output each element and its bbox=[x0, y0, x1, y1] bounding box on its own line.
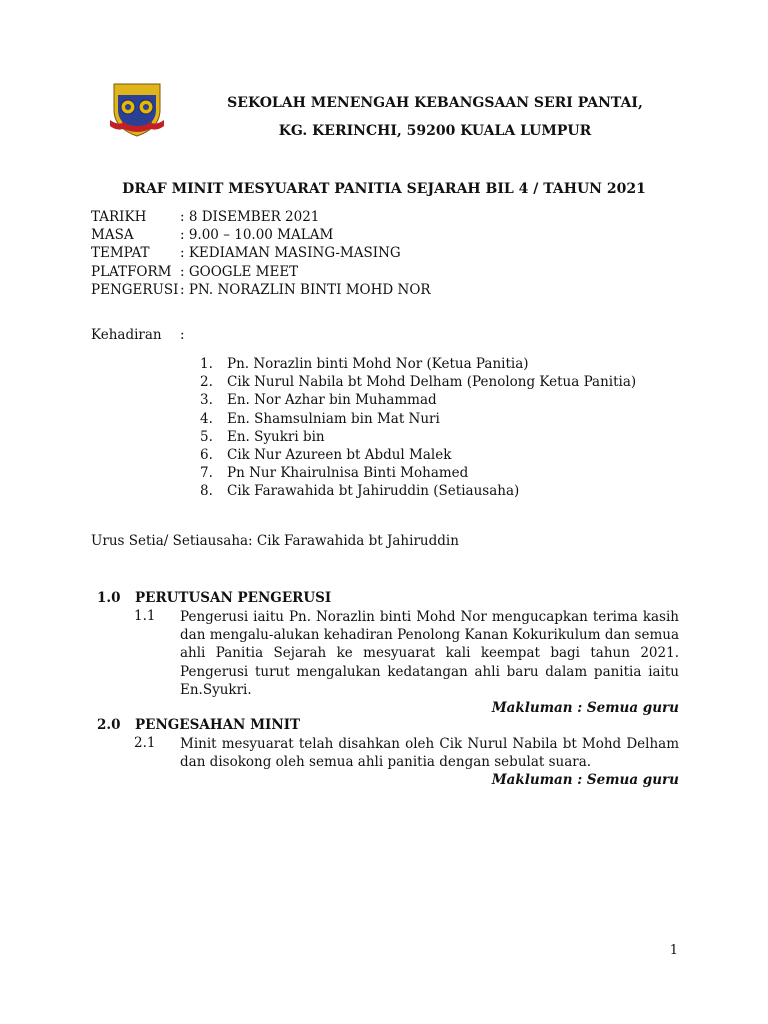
meta-label: PENGERUSI bbox=[91, 281, 179, 298]
section-title: PENGESAHAN MINIT bbox=[135, 717, 301, 733]
attendee-name: En. Syukri bin bbox=[227, 428, 325, 445]
list-number: 2. bbox=[200, 374, 213, 391]
school-name: SEKOLAH MENENGAH KEBANGSAAN SERI PANTAI, bbox=[227, 95, 643, 111]
section-title: PERUTUSAN PENGERUSI bbox=[135, 590, 332, 606]
meeting-details bbox=[91, 208, 431, 299]
attendance-label: Kehadiran bbox=[91, 327, 162, 343]
meta-label: MASA bbox=[91, 227, 134, 244]
list-number: 7. bbox=[200, 465, 213, 482]
list-number: 6. bbox=[200, 446, 213, 463]
school-crest-icon bbox=[108, 80, 166, 138]
meta-value: : PN. NORAZLIN BINTI MOHD NOR bbox=[180, 281, 431, 298]
item-number: 2.1 bbox=[134, 735, 156, 751]
section-number: 2.0 bbox=[97, 717, 121, 733]
attendee-name: Pn Nur Khairulnisa Binti Mohamed bbox=[227, 465, 469, 482]
attendee-name: Pn. Norazlin binti Mohd Nor (Ketua Panitia) bbox=[227, 356, 529, 372]
makluman-note: Makluman : Semua guru bbox=[491, 700, 679, 717]
list-number: 1. bbox=[200, 356, 213, 372]
section-heading bbox=[97, 590, 331, 606]
section-heading bbox=[97, 717, 300, 733]
attendance-separator: : bbox=[180, 327, 185, 343]
school-address: KG. KERINCHI, 59200 KUALA LUMPUR bbox=[278, 123, 592, 139]
list-item bbox=[200, 410, 636, 428]
list-number: 5. bbox=[200, 428, 213, 445]
list-item bbox=[200, 446, 636, 464]
list-number: 8. bbox=[200, 483, 213, 500]
list-item bbox=[200, 482, 636, 500]
meta-label: TARIKH bbox=[91, 209, 147, 225]
meta-label: PLATFORM bbox=[91, 263, 172, 280]
meta-value: : KEDIAMAN MASING-MASING bbox=[180, 245, 401, 262]
section-item bbox=[134, 608, 679, 717]
meta-row bbox=[91, 226, 431, 244]
attendee-name: En. Nor Azhar bin Muhammad bbox=[227, 392, 437, 409]
attendance-list bbox=[200, 355, 636, 501]
list-number: 4. bbox=[200, 410, 213, 427]
meta-value: : 8 DISEMBER 2021 bbox=[180, 209, 320, 225]
meta-row bbox=[91, 244, 431, 262]
attendee-name: Cik Farawahida bt Jahiruddin (Setiausaha) bbox=[227, 483, 520, 500]
meta-row bbox=[91, 263, 431, 281]
list-item bbox=[200, 391, 636, 409]
item-number: 1.1 bbox=[134, 608, 156, 624]
attendee-name: Cik Nur Azureen bt Abdul Malek bbox=[227, 446, 452, 463]
list-item bbox=[200, 355, 636, 373]
secretary-line: Urus Setia/ Setiausaha: Cik Farawahida bt Jahiruddin bbox=[91, 533, 459, 549]
list-item bbox=[200, 464, 636, 482]
list-item bbox=[200, 373, 636, 391]
meta-row bbox=[91, 208, 431, 226]
makluman-note: Makluman : Semua guru bbox=[491, 772, 679, 789]
page-number: 1 bbox=[669, 943, 678, 958]
list-number: 3. bbox=[200, 392, 213, 409]
meta-value: : GOOGLE MEET bbox=[180, 263, 299, 280]
attendee-name: En. Shamsulniam bin Mat Nuri bbox=[227, 410, 440, 427]
meta-value: : 9.00 – 10.00 MALAM bbox=[180, 227, 334, 244]
meta-row bbox=[91, 281, 431, 299]
section-item bbox=[134, 735, 679, 790]
attendance-heading bbox=[91, 327, 185, 343]
item-text: Pengerusi iaitu Pn. Norazlin binti Mohd Nor mengucapkan terima kasih dan mengalu-alukan kehadiran Penolong Kanan Kokurikulum dan semua ahli Panitia Sejarah ke mesyuarat kali keempat bagi tahun 2021. Pengerusi turut mengalukan kedatangan ahli baru dalam panitia iaitu En.Syukri. bbox=[180, 609, 679, 698]
list-item bbox=[200, 428, 636, 446]
section-number: 1.0 bbox=[97, 590, 121, 606]
document-title: DRAF MINIT MESYUARAT PANITIA SEJARAH BIL 4 / TAHUN 2021 bbox=[122, 181, 646, 197]
attendee-name: Cik Nurul Nabila bt Mohd Delham (Penolong Ketua Panitia) bbox=[227, 374, 637, 391]
meta-label: TEMPAT bbox=[91, 245, 150, 262]
item-text: Minit mesyuarat telah disahkan oleh Cik Nurul Nabila bt Mohd Delham dan disokong oleh semua ahli panitia dengan sebulat suara. bbox=[180, 736, 679, 771]
